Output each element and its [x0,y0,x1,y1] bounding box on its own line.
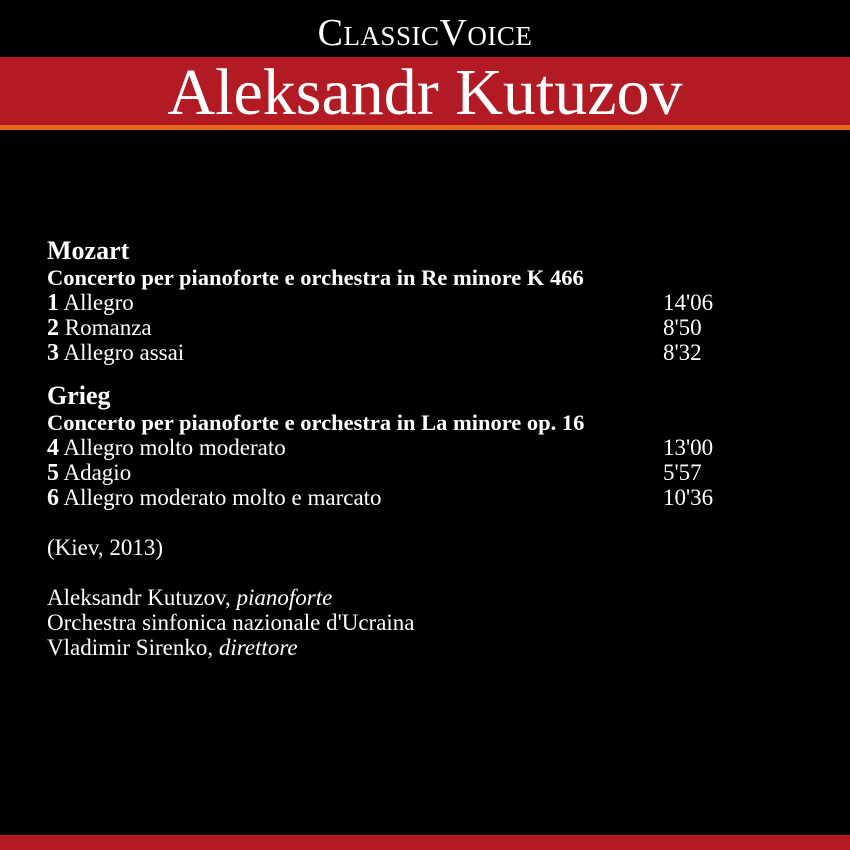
performer-name: Vladimir Sirenko, [47,635,219,660]
track-title: Allegro molto moderato [63,435,286,460]
track-number: 5 [47,460,59,486]
performer-name: Aleksandr Kutuzov, [47,585,237,610]
track-row [47,485,737,510]
section-spacer [47,560,737,585]
track-listing [47,234,737,660]
track-number: 3 [47,340,59,366]
section-spacer [47,365,737,379]
track-number: 1 [47,290,59,316]
track-number: 6 [47,485,59,511]
track-row [47,460,737,485]
track-title: Adagio [63,460,132,485]
track-number: 4 [47,435,59,461]
track-row [47,290,737,315]
composer-heading: Grieg [47,381,111,410]
section-spacer [47,510,737,535]
record-label-name: ClassicVoice [317,12,533,54]
track-row [47,435,737,460]
track-row [47,340,737,365]
track-duration: 5'57 [663,460,702,485]
artist-title: Aleksandr Kutuzov [167,56,683,129]
credit-line [47,585,737,610]
bottom-red-bar [0,835,850,850]
track-duration: 8'50 [663,315,702,340]
composer-heading: Mozart [47,236,130,265]
track-duration: 10'36 [663,485,714,510]
track-duration: 13'00 [663,435,714,460]
track-title: Allegro moderato molto e marcato [63,485,382,510]
performer-name: Orchestra sinfonica nazionale d'Ucraina [47,610,415,635]
track-row [47,315,737,340]
recording-info: (Kiev, 2013) [47,535,164,560]
performer-role: pianoforte [236,585,333,610]
track-number: 2 [47,315,59,341]
track-title: Romanza [64,315,152,340]
credit-line [47,610,737,635]
track-duration: 8'32 [663,340,702,365]
credit-line [47,635,737,660]
performer-role: direttore [218,635,298,660]
work-title: Concerto per pianoforte e orchestra in La minore op. 16 [47,410,585,435]
track-title: Allegro assai [63,340,185,365]
track-title: Allegro [63,290,134,315]
track-duration: 14'06 [663,290,714,315]
work-title: Concerto per pianoforte e orchestra in Re minore K 466 [47,265,584,290]
